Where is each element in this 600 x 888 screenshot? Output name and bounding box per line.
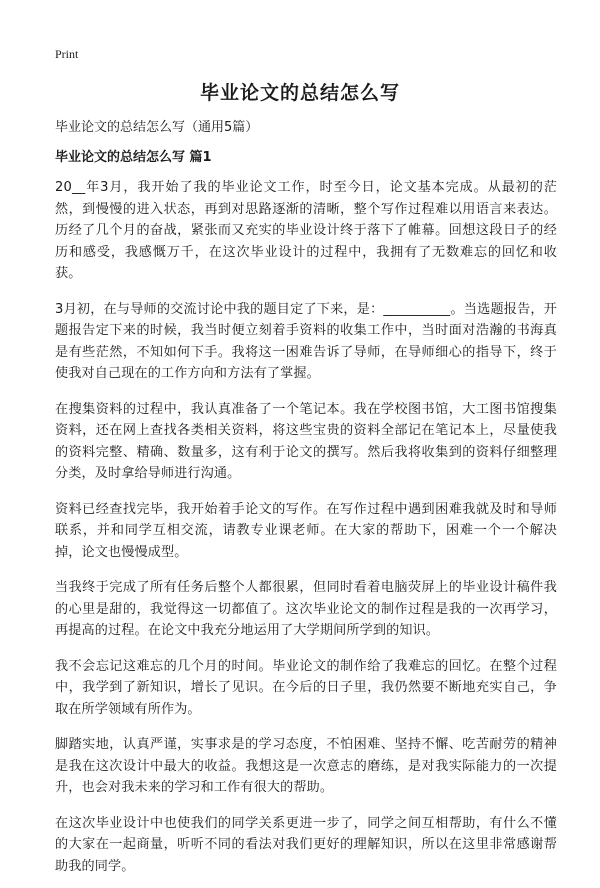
paragraph: 脚踏实地，认真严谨，实事求是的学习态度，不怕困难、坚持不懈、吃苦耐劳的精神是我在这次设计中最大的收益。我想这是一次意志的磨练，是对我实际能力的一次提升，也会对我未来的学习和工作有很大的帮助。 — [55, 737, 557, 795]
paragraph: 资料已经查找完毕，我开始着手论文的写作。在写作过程中遇到困难我就及时和导师联系，并和同学互相交流，请教专业课老师。在大家的帮助下，困难一个一个解决掉，论文也慢慢成型。 — [55, 501, 557, 560]
paragraph: 在这次毕业设计中也使我们的同学关系更进一步了，同学之间互相帮助，有什么不懂的大家在一起商量，听听不同的看法对我们更好的理解知识，所以在这里非常感谢帮助我的同学。 — [55, 815, 557, 874]
page-title: 毕业论文的总结怎么写 — [199, 82, 400, 104]
document-body — [55, 119, 557, 888]
paragraph: 当我终于完成了所有任务后整个人都很累，但同时看着电脑荧屏上的毕业设计稿件我的心里是甜的，我觉得这一切都值了。这次毕业论文的制作过程是我的一次再学习，再提高的过程。在论文中我充分地运用了大学期间所学到的知识。 — [55, 580, 557, 638]
print-link[interactable]: Print — [55, 47, 79, 61]
paragraph: 在搜集资料的过程中，我认真准备了一个笔记本。我在学校图书馆，大工图书馆搜集资料，还在网上查找各类相关资料，将这些宝贵的资料全部记在笔记本上，尽量使我的资料完整、精确、数量多，这有利于论文的撰写。然后我将收集到的资料仔细整理分类，及时拿给导师进行沟通。 — [55, 401, 557, 481]
paragraph: 20__年3月，我开始了我的毕业论文工作，时至今日，论文基本完成。从最初的茫然，到慢慢的进入状态，再到对思路逐渐的清晰，整个写作过程难以用语言来表达。历经了几个月的奋战，紧张而又充实的毕业设计终于落下了帷幕。回想这段日子的经历和感受，我感慨万千，在这次毕业设计的过程中，我拥有了无数难忘的回忆和收获。 — [55, 180, 557, 281]
section-heading: 毕业论文的总结怎么写 篇1 — [55, 150, 212, 165]
document-subtitle: 毕业论文的总结怎么写（通用5篇） — [55, 120, 259, 135]
paragraph: 我不会忘记这难忘的几个月的时间。毕业论文的制作给了我难忘的回忆。在整个过程中，我学到了新知识，增长了见识。在今后的日子里，我仍然要不断地充实自己，争取在所学领域有所作为。 — [55, 658, 557, 717]
paragraph: 3月初，在与导师的交流讨论中我的题目定了下来，是：__________。当选题报告，开题报告定下来的时候，我当时便立刻着手资料的收集工作中，当时面对浩瀚的书海真是有些茫然，不知如何下手。我将这一困难告诉了导师，在导师细心的指导下，终于使我对自己现在的工作方向和方法有了掌握。 — [55, 301, 557, 381]
